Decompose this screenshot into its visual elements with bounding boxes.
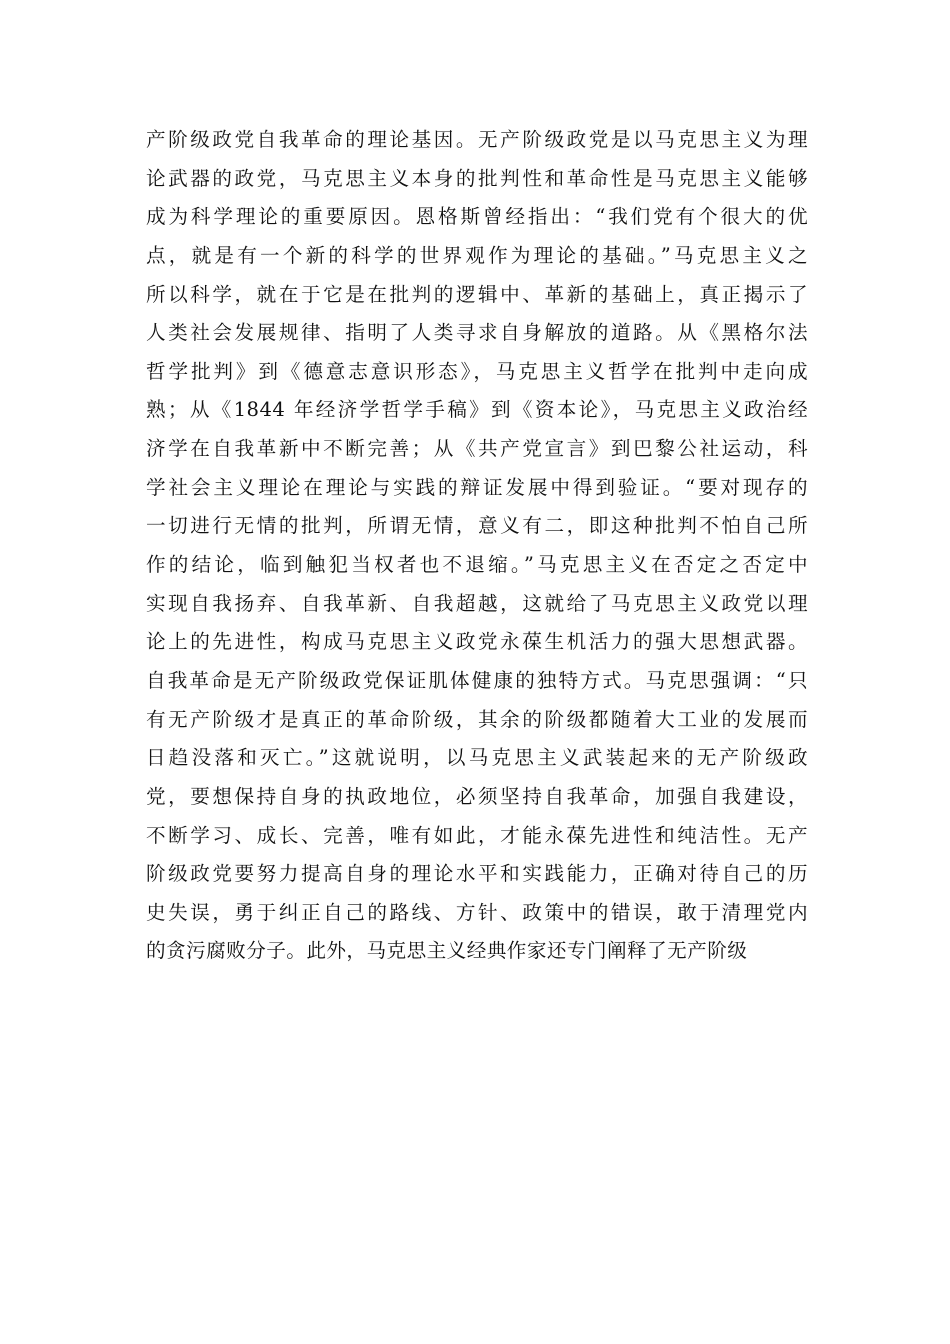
text-line: 点，就是有一个新的科学的世界观作为理论的基础。”马克思主义之 [146, 243, 808, 267]
text-line: 作的结论，临到触犯当权者也不退缩。”马克思主义在否定之否定中 [146, 553, 808, 577]
text-line: 日趋没落和灭亡。”这就说明，以马克思主义武装起来的无产阶级政 [146, 746, 808, 770]
text-line: 党，要想保持自身的执政地位，必须坚持自我革命，加强自我建设， [146, 784, 808, 808]
text-line: 产阶级政党自我革命的理论基因。无产阶级政党是以马克思主义为理 [146, 128, 808, 151]
text-line: 阶级政党要努力提高自身的理论水平和实践能力，正确对待自己的历 [146, 862, 808, 886]
text-line: 有无产阶级才是真正的革命阶级，其余的阶级都随着大工业的发展而 [146, 707, 808, 731]
text-line: 不断学习、成长、完善，唯有如此，才能永葆先进性和纯洁性。无产 [146, 823, 808, 847]
text-line: 论上的先进性，构成马克思主义政党永葆生机活力的强大思想武器。 [146, 630, 808, 654]
text-line: 熟；从《1844 年经济学哲学手稿》到《资本论》，马克思主义政治经 [146, 398, 808, 422]
text-line: 自我革命是无产阶级政党保证肌体健康的独特方式。马克思强调：“只 [146, 668, 808, 692]
text-line: 一切进行无情的批判，所谓无情，意义有二，即这种批判不怕自己所 [146, 514, 808, 538]
text-line: 济学在自我革新中不断完善；从《共产党宣言》到巴黎公社运动，科 [146, 437, 808, 461]
text-line: 人类社会发展规律、指明了人类寻求自身解放的道路。从《黑格尔法 [146, 321, 808, 345]
text-line: 的贪污腐败分子。此外，马克思主义经典作家还专门阐释了无产阶级 [146, 939, 748, 963]
text-line: 史失误，勇于纠正自己的路线、方针、政策中的错误，敢于清理党内 [146, 900, 808, 924]
body-text [146, 121, 808, 971]
text-line: 学社会主义理论在理论与实践的辩证发展中得到验证。“要对现存的 [146, 475, 808, 499]
text-line: 成为科学理论的重要原因。恩格斯曾经指出：“我们党有个很大的优 [146, 205, 808, 229]
text-line: 论武器的政党，马克思主义本身的批判性和革命性是马克思主义能够 [146, 166, 808, 190]
text-line: 实现自我扬弃、自我革新、自我超越，这就给了马克思主义政党以理 [146, 591, 808, 615]
text-line: 哲学批判》到《德意志意识形态》，马克思主义哲学在批判中走向成 [146, 359, 808, 383]
text-line: 所以科学，就在于它是在批判的逻辑中、革新的基础上，真正揭示了 [146, 282, 808, 306]
